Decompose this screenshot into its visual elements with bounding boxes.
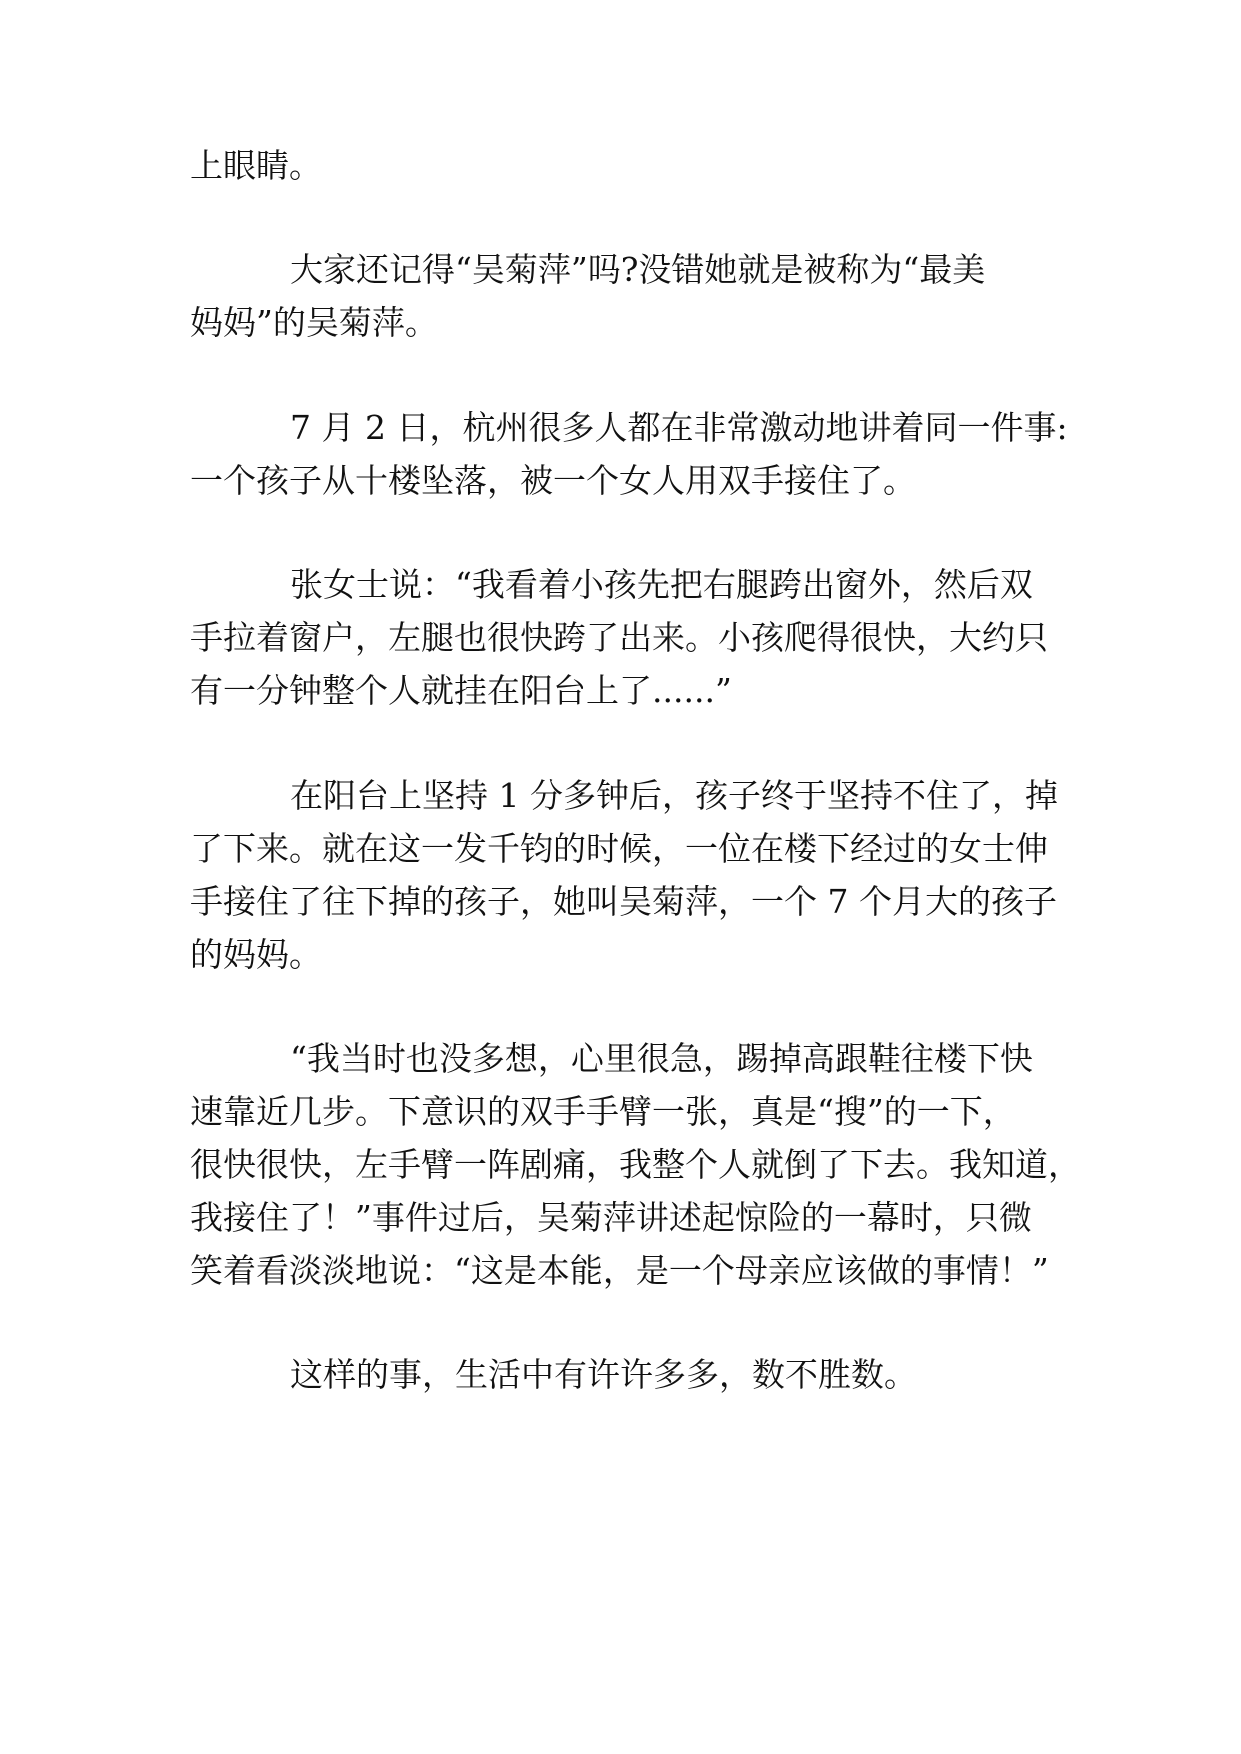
paragraph-6-line-1: “我当时也没多想，心里很急，踢掉高跟鞋往楼下快 (290, 1039, 1033, 1078)
paragraph-3-line-1: 7 月 2 日，杭州很多人都在非常激动地讲着同一件事: (290, 408, 1068, 447)
paragraph-6-line-5: 笑着看淡淡地说：“这是本能，是一个母亲应该做的事情！” (190, 1251, 1049, 1290)
paragraph-6-line-3: 很快很快，左手臂一阵剧痛，我整个人就倒了下去。我知道， (190, 1145, 1081, 1184)
paragraph-5-line-3: 手接住了往下掉的孩子，她叫吴菊萍，一个 7 个月大的孩子 (190, 882, 1057, 921)
paragraph-4-line-1: 张女士说：“我看着小孩先把右腿跨出窗外，然后双 (290, 565, 1033, 604)
paragraph-3-line-2: 一个孩子从十楼坠落，被一个女人用双手接住了。 (190, 461, 916, 500)
paragraph-5-line-1: 在阳台上坚持 1 分多钟后，孩子终于坚持不住了，掉 (290, 776, 1058, 815)
paragraph-6-line-2: 速靠近几步。下意识的双手手臂一张，真是“搜”的一下， (190, 1092, 1016, 1131)
paragraph-5-line-2: 了下来。就在这一发千钧的时候，一位在楼下经过的女士伸 (190, 829, 1048, 868)
paragraph-6-line-4: 我接住了！”事件过后，吴菊萍讲述起惊险的一幕时，只微 (190, 1198, 1032, 1237)
paragraph-4-line-2: 手拉着窗户，左腿也很快跨了出来。小孩爬得很快，大约只 (190, 618, 1048, 657)
paragraph-2-line-1: 大家还记得“吴菊萍”吗?没错她就是被称为“最美 (290, 250, 986, 289)
paragraph-5-line-4: 的妈妈。 (190, 935, 322, 974)
paragraph-4-line-3: 有一分钟整个人就挂在阳台上了......” (190, 671, 732, 710)
paragraph-1-line-1: 上眼睛。 (190, 146, 322, 185)
paragraph-2-line-2: 妈妈”的吴菊萍。 (190, 303, 438, 342)
paragraph-7-line-1: 这样的事，生活中有许许多多，数不胜数。 (290, 1355, 917, 1394)
